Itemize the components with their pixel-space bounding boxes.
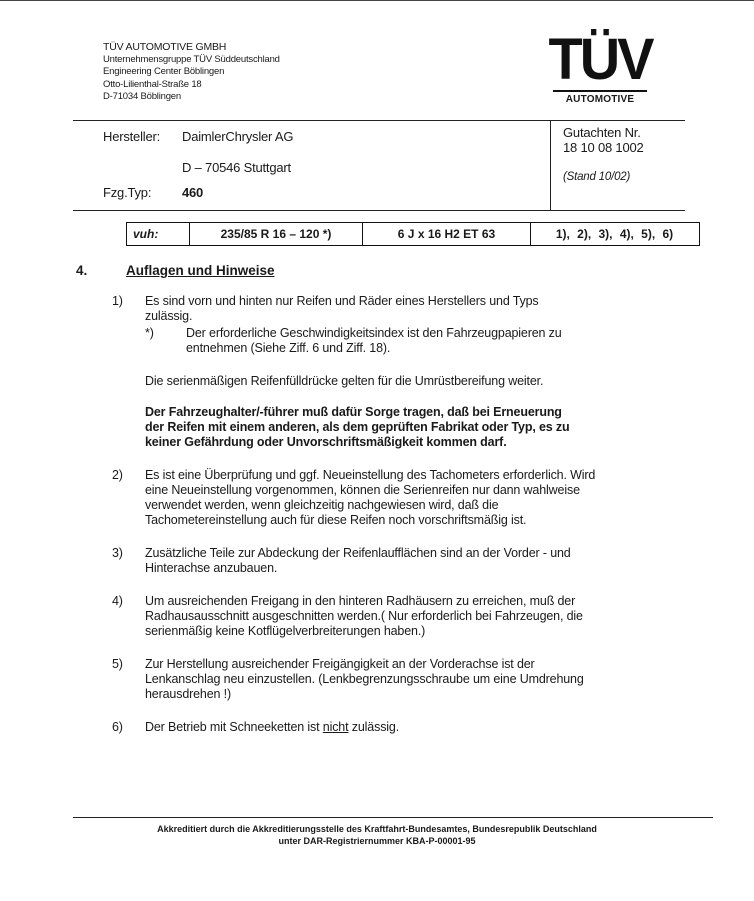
item-1-text (145, 294, 705, 324)
manufacturer-city: D – 70546 Stuttgart (182, 160, 291, 175)
text-line: keiner Gefährdung oder Unvorschriftsmäßigkeit kommen darf. (145, 435, 507, 449)
item-number: 3) (112, 546, 123, 560)
section-number: 4. (76, 263, 88, 278)
top-border (0, 0, 754, 1)
footer-line: Akkreditiert durch die Akkreditierungsstelle des Kraftfahrt-Bundesamtes, Bundesrepublik Deutschland (157, 824, 597, 834)
item-3-text (145, 546, 705, 576)
text-line: Zusätzliche Teile zur Abdeckung der Reifenlaufflächen sind an der Vorder - und (145, 546, 571, 560)
tuv-logo (540, 25, 660, 105)
header-divider (550, 120, 551, 210)
text-fragment: zulässig. (348, 720, 400, 734)
item-number: 2) (112, 468, 123, 482)
footnote-marker: *) (145, 326, 154, 340)
text-line: entnehmen (Siehe Ziff. 6 und Ziff. 18). (186, 341, 391, 355)
underlined-text: nicht (322, 720, 349, 734)
header-top-rule (73, 120, 685, 121)
text-line: Der Fahrzeughalter/-führer muß dafür Sorge tragen, daß bei Erneuerung (145, 405, 562, 419)
section-title: Auflagen und Hinweise (126, 263, 275, 278)
address-block (103, 41, 280, 104)
item-number: 4) (112, 594, 123, 608)
address-line: Unternehmensgruppe TÜV Süddeutschland (103, 53, 280, 65)
report-number: 18 10 08 1002 (563, 140, 644, 155)
text-line: eine Neueinstellung vorgenommen, können die Serienreifen nur dann wahlweise (145, 483, 580, 497)
footer-rule (73, 817, 713, 818)
text-line: Zur Herstellung ausreichender Freigängigkeit an der Vorderachse ist der (145, 657, 535, 671)
vehicle-type: 460 (182, 185, 204, 200)
text-line: Hinterachse anzubauen. (145, 561, 278, 575)
owner-responsibility-note (145, 405, 705, 450)
tire-size-cell: 235/85 R 16 – 120 *) (190, 223, 363, 245)
logo-subtext: AUTOMOTIVE (553, 90, 647, 105)
item-6-text (145, 720, 705, 735)
address-line: Otto-Lilienthal-Straße 18 (103, 78, 202, 90)
header-bottom-rule (73, 210, 685, 211)
address-line: TÜV AUTOMOTIVE GMBH (103, 41, 227, 53)
text-fragment: Der Betrieb mit Schneeketten ist (145, 720, 323, 734)
item-5-text (145, 657, 705, 702)
tire-table-row (126, 222, 700, 246)
manufacturer-name: DaimlerChrysler AG (182, 129, 294, 144)
address-line: D-71034 Böblingen (103, 91, 181, 102)
text-line: serienmäßig keine Kotflügelverbreiterungen haben.) (145, 624, 426, 638)
text-line: Es ist eine Überprüfung und ggf. Neueinstellung des Tachometers erforderlich. Wird (145, 468, 596, 482)
item-number: 6) (112, 720, 123, 734)
report-status: (Stand 10/02) (563, 171, 631, 183)
logo-text: TÜV (548, 25, 652, 92)
item-4-text (145, 594, 705, 639)
rim-size-cell: 6 J x 16 H2 ET 63 (363, 223, 531, 245)
report-label: Gutachten Nr. (563, 125, 641, 140)
text-line: verwendet werden, wenn gleichzeitig nachgewiesen wird, daß die (145, 498, 499, 512)
footnote-text (186, 326, 686, 356)
manufacturer-label: Hersteller: (103, 129, 161, 144)
text-line: Um ausreichenden Freigang in den hinteren Radhäusern zu erreichen, muß der (145, 594, 576, 608)
item-number: 5) (112, 657, 123, 671)
notes-cell: 1), 2), 3), 4), 5), 6) (555, 227, 674, 241)
item-number: 1) (112, 294, 123, 308)
text-line: Tachometereinstellung auch für diese Reifen noch vorschriftsmäßig ist. (145, 513, 527, 527)
footer-line: unter DAR-Registriernummer KBA-P-00001-95 (278, 835, 476, 846)
serial-pressure-note: Die serienmäßigen Reifenfülldrücke gelten für die Umrüstbereifung weiter. (145, 374, 544, 388)
address-line: Engineering Center Böblingen (103, 66, 225, 77)
text-line: der Reifen mit einem anderen, als dem geprüften Fabrikat oder Typ, es zu (145, 420, 570, 434)
item-2-text (145, 468, 705, 528)
footer-text (0, 824, 754, 847)
text-line: Der erforderliche Geschwindigkeitsindex ist den Fahrzeugpapieren zu (186, 326, 562, 340)
text-line: Radhausausschnitt ausgeschnitten werden.( Nur erforderlich bei Fahrzeugen, die (145, 609, 583, 623)
text-line: Es sind vorn und hinten nur Reifen und Räder eines Herstellers und Typs (145, 294, 539, 308)
text-line: herausdrehen !) (145, 687, 232, 701)
text-line: zulässig. (145, 309, 193, 323)
vehicle-type-label: Fzg.Typ: (103, 185, 152, 200)
text-line: Lenkanschlag neu einzustellen. (Lenkbegrenzungsschraube um eine Umdrehung (145, 672, 584, 686)
vuh-cell: vuh: (127, 223, 190, 245)
